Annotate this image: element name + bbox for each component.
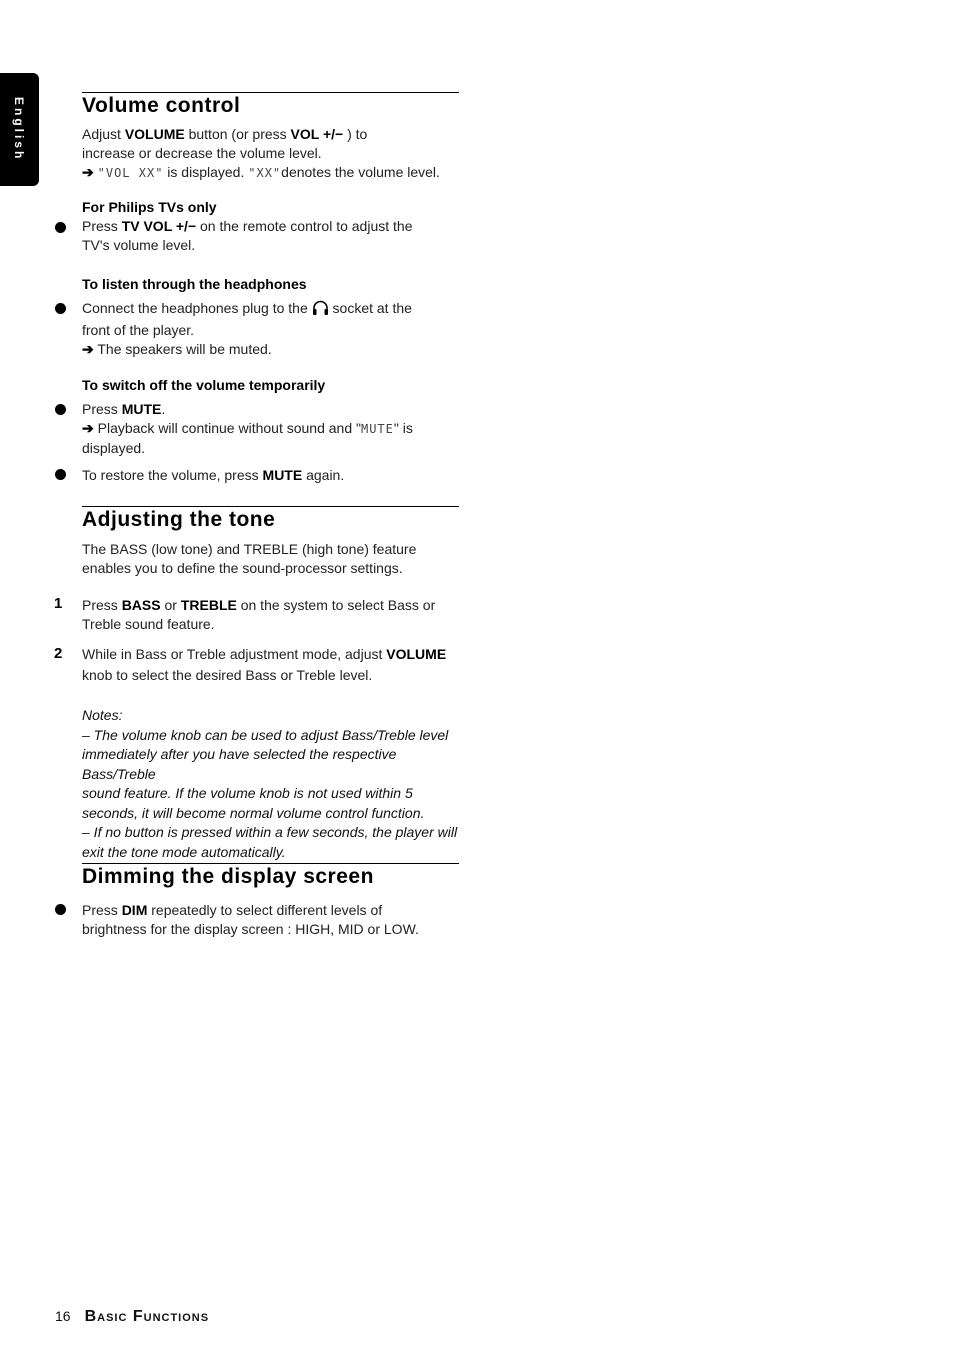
chapter-title: Basic Functions	[84, 1308, 210, 1325]
volume-paragraph-line2: increase or decrease the volume level.	[82, 145, 322, 161]
restore-line: To restore the volume, press MUTE again.	[82, 467, 345, 483]
dim-line1: Press DIM repeatedly to select different levels of	[82, 902, 383, 918]
mute-block	[82, 376, 459, 485]
language-label: English	[12, 97, 26, 162]
dim-line2: brightness for the display screen : HIGH, MID or LOW.	[82, 921, 419, 937]
tone-step-2: While in Bass or Treble adjustment mode, adjust VOLUME knob to select the desired Bass or Treble level.	[82, 646, 447, 683]
headphones-block	[82, 275, 459, 359]
dim-section	[82, 864, 459, 939]
arrow-icon: ➔	[82, 341, 94, 357]
arrow-icon: ➔	[82, 420, 94, 436]
mute-line1: Press MUTE.	[82, 401, 166, 417]
headphones-result: ➔ The speakers will be muted.	[82, 341, 272, 357]
lcd-text: MUTE	[360, 422, 394, 436]
volume-paragraph-line1: Adjust VOLUME button (or press VOL +/− ) to	[82, 126, 368, 142]
bullet-icon	[55, 904, 66, 915]
headphones-subheading: To listen through the headphones	[82, 276, 307, 292]
page-number: 16	[55, 1308, 71, 1324]
tone-notes: Notes: – The volume knob can be used to adjust Bass/Treble level immediately after you have selected the respective Bass/Treble sound feature. If the volume knob is not used within 5 seconds, it will become normal volume control function. – If no button is pressed within a few seconds, the player will exit the tone mode automatically.	[82, 707, 458, 860]
philips-subheading: For Philips TVs only	[82, 199, 217, 215]
dim-heading: Dimming the display screen	[82, 865, 374, 888]
arrow-icon: ➔	[82, 164, 94, 180]
lcd-text: "VOL XX"	[97, 166, 164, 180]
language-tab	[0, 73, 39, 186]
tone-intro-line1: The BASS (low tone) and TREBLE (high tone) feature	[82, 541, 417, 557]
mute-result: ➔ Playback will continue without sound and "MUTE" is	[82, 420, 413, 436]
mute-subheading: To switch off the volume temporarily	[82, 377, 326, 393]
step-number: 2	[54, 645, 63, 662]
volume-section	[82, 93, 459, 183]
step-number: 1	[54, 595, 63, 612]
lcd-text: "XX"	[248, 166, 282, 180]
tone-intro-line2: enables you to define the sound-processor settings.	[82, 560, 403, 576]
tone-step-1: Press BASS or TREBLE on the system to select Bass or Treble sound feature.	[82, 597, 436, 632]
headphones-line1: Connect the headphones plug to the socket at the	[82, 299, 459, 321]
tone-heading: Adjusting the tone	[82, 508, 276, 531]
headphones-icon	[312, 300, 329, 321]
volume-heading: Volume control	[82, 94, 241, 117]
bullet-icon	[55, 404, 66, 415]
bullet-icon	[55, 303, 66, 314]
notes-title: Notes:	[82, 707, 123, 723]
bullet-icon	[55, 469, 66, 480]
philips-line2: TV's volume level.	[82, 237, 196, 253]
volume-result: ➔ "VOL XX" is displayed. "XX"denotes the volume level.	[82, 164, 440, 180]
headphones-line2: front of the player.	[82, 322, 195, 338]
philips-line1: Press TV VOL +/− on the remote control to adjust the	[82, 218, 413, 234]
philips-tv-block	[82, 198, 459, 255]
mute-line3: displayed.	[82, 440, 146, 456]
tone-section	[82, 507, 459, 578]
bullet-icon	[55, 222, 66, 233]
page-footer	[55, 1308, 209, 1326]
